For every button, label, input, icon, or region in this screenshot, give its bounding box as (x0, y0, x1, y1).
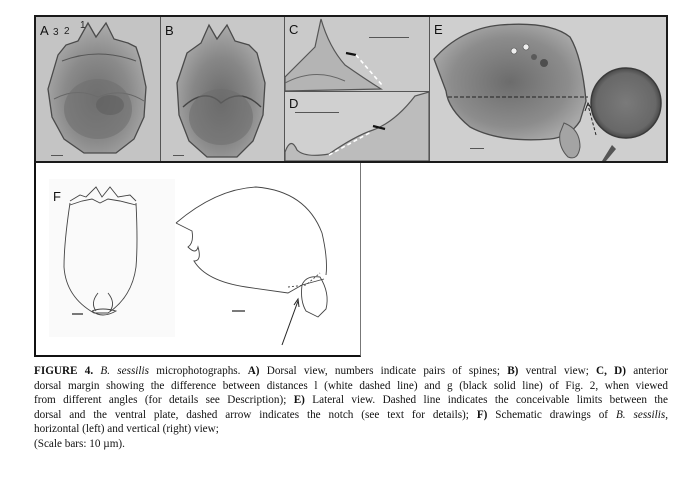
scale-bar-a (51, 155, 63, 156)
notch-arrow-icon (282, 299, 299, 345)
caption-line-5: horizontal (left) and vertical (right) view; (34, 423, 219, 436)
caption-line-1 (34, 364, 668, 379)
panel-d-anterior-margin (285, 92, 429, 161)
rotifer-ventral-micrograph (161, 17, 284, 161)
anterior-margin-micrograph-d (285, 92, 429, 161)
caption-panel-ref: A) (247, 365, 260, 377)
species-name: B. sessilis (100, 365, 149, 377)
rotifer-dorsal-micrograph (36, 17, 160, 161)
panel-label-b: B (165, 23, 174, 38)
panel-f-schematic-box (34, 163, 361, 357)
panel-label-f: F (53, 189, 61, 204)
caption-text: from different angles (for details see Description); (34, 394, 294, 407)
caption-panel-ref: F) (476, 408, 488, 421)
caption-text: Schematic drawings of (487, 408, 616, 421)
schematic-drawings (36, 163, 361, 355)
panel-c-anterior-margin (285, 17, 429, 91)
caption-line-3 (34, 393, 668, 408)
schematic-lateral-view (176, 187, 327, 317)
panel-a-dorsal-view (36, 17, 160, 161)
caption-line-6: (Scale bars: 10 µm). (34, 437, 125, 450)
caption-line-2: dorsal margin showing the difference between distances l (white dashed line) and g (black solid line) of Fig. 2, when viewed (34, 379, 668, 392)
figure-number: FIGURE 4. (34, 365, 94, 377)
species-name: B. sessilis (615, 408, 666, 421)
panel-b-ventral-view (161, 17, 284, 161)
scale-bar-e (470, 148, 484, 149)
panel-label-d: D (289, 96, 299, 111)
schematic-horizontal-view (64, 187, 137, 315)
micrograph-strip (34, 15, 668, 163)
scale-bar-b (173, 155, 184, 156)
panel-label-e: E (434, 22, 443, 37)
caption-text: , (665, 408, 668, 421)
anterior-margin-micrograph-c (285, 17, 429, 91)
spine-number-3: 3 (53, 27, 59, 38)
figure-caption (34, 364, 668, 452)
caption-text: dorsal and the ventral plate, dashed arrow indicates the notch (see text for details); (34, 408, 477, 421)
caption-panel-ref: C, D) (596, 365, 626, 377)
caption-text: Dorsal view, numbers indicate pairs of spines; (259, 365, 508, 377)
scale-bar-d (295, 112, 339, 113)
panel-e-lateral-view (430, 17, 666, 161)
panel-label-a: A (40, 23, 49, 38)
spine-number-1: 1 (80, 20, 86, 31)
caption-text: ventral view; (518, 365, 597, 377)
caption-panel-ref: E) (293, 394, 305, 407)
caption-text: microphotographs. (149, 365, 248, 377)
spine-number-2: 2 (64, 26, 70, 37)
rotifer-lateral-micrograph (430, 17, 666, 161)
panel-label-c: C (289, 22, 299, 37)
caption-text: Lateral view. Dashed line indicates the conceivable limits between the (304, 394, 668, 407)
caption-line-4 (34, 408, 668, 423)
caption-panel-ref: B) (507, 365, 519, 377)
scale-bar-c (369, 37, 409, 38)
caption-text: anterior (625, 365, 669, 377)
